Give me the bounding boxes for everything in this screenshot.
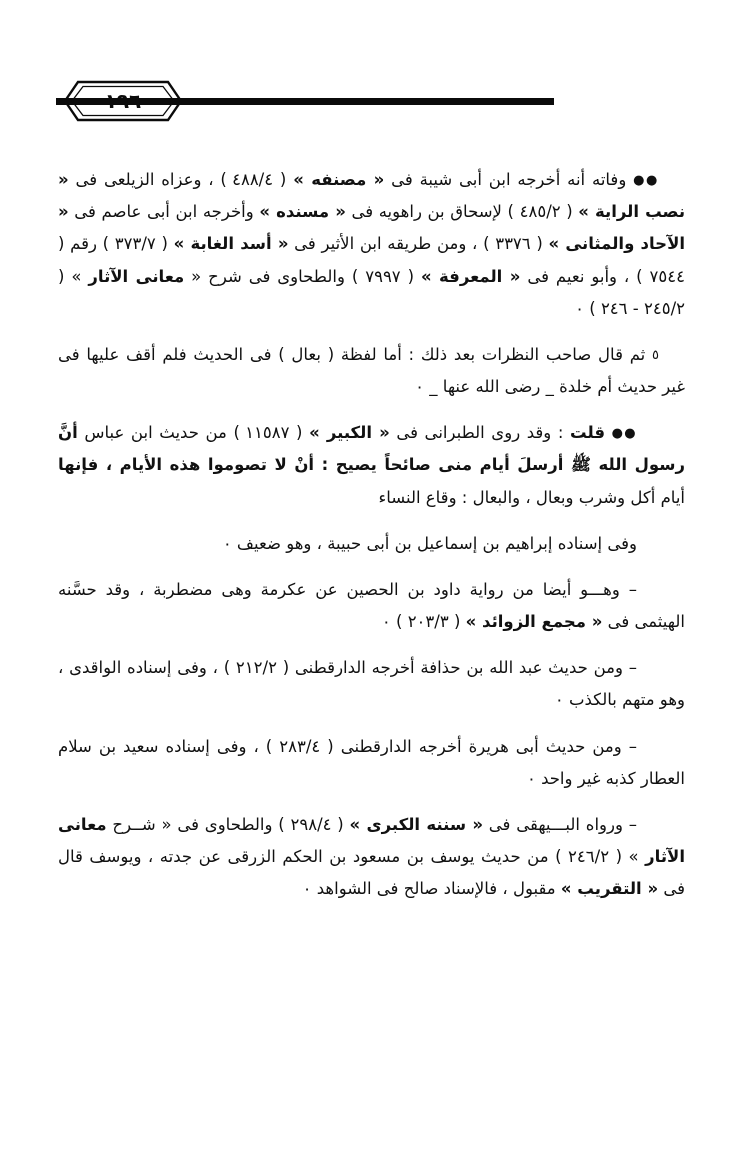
paragraph-2-text: ثم قال صاحب النظرات بعد ذلك : أما لفظة ( بعال ) فى الحديث فلم أقف عليها فى غير حديث أم خلدة _ رضى الله عنها _ ٠ — [58, 344, 685, 397]
page-header — [56, 78, 689, 138]
page-number-badge — [64, 78, 182, 124]
paragraph-5-marker: – — [628, 579, 637, 599]
paragraph-7-text: ومن حديث أبى هريرة أخرجه الدارقطنى ( ٢٨٣/٤ ) ، وفى إسناده سعيد بن سلام العطار كذبه غير واحد ٠ — [58, 736, 685, 788]
paragraph-4 — [58, 528, 685, 560]
paragraph-3 — [58, 417, 685, 514]
paragraph-1-marker: ●● — [633, 172, 659, 188]
document-page — [0, 78, 745, 1166]
paragraph-5-text: وهـــو أيضا من رواية داود بن الحصين عن عكرمة وهى مضطربة ، وقد حسَّنه الهيثمى فى « مجمع الزوائد » ( ٢٠٣/٣ ) ٠ — [58, 579, 685, 632]
page-number: ١٩٦ — [104, 89, 142, 113]
paragraph-2-marker: ٥ — [652, 347, 659, 363]
paragraph-5 — [58, 574, 685, 638]
page-body — [58, 164, 685, 905]
paragraph-3-marker: ●● — [611, 426, 637, 442]
paragraph-6-text: ومن حديث عبد الله بن حذافة أخرجه الدارقطنى ( ٢١٢/٢ ) ، وفى إسناده الواقدى ، وهو متهم بالكذب ٠ — [58, 658, 685, 710]
paragraph-2 — [58, 339, 685, 403]
paragraph-3-text: قلت : وقد روى الطبرانى فى « الكبير » ( ١١٥٨٧ ) من حديث ابن عباس أنَّ رسول الله ﷺ أرسلَ أيام منى صائحاً يصيح : أنْ لا تصوموا هذه الأيام ، فإنها أيام أكل وشرب وبعال ، والبعال : وقاع النساء — [58, 423, 685, 507]
paragraph-7-marker: – — [628, 736, 638, 756]
paragraph-6 — [58, 652, 685, 716]
paragraph-4-text: وفى إسناده إبراهيم بن إسماعيل بن أبى حبيبة ، وهو ضعيف ٠ — [222, 533, 637, 553]
paragraph-1-text: وفاته أنه أخرجه ابن أبى شيبة فى « مصنفه » ( ٤٨٨/٤ ) ، وعزاه الزيلعى فى « نصب الراية » ( ٤٨٥/٢ ) لإسحاق بن راهويه فى « مسنده » وأخرجه ابن أبى عاصم فى « الآحاد والمثانى » ( ٣٣٧٦ ) ، ومن طريقه ابن الأثير فى « أسد الغابة » ( ٣٧٣/٧ ) رقم ( ٧٥٤٤ ) ، وأبو نعيم فى « المعرفة » ( ٧٩٩٧ ) والطحاوى فى شرح « معانى الآثار » ( ٢٤٥/٢ - ٢٤٦ ) ٠ — [58, 170, 686, 318]
paragraph-8-text: ورواه البـــيهقى فى « سننه الكبرى » ( ٢٩٨/٤ ) والطحاوى فى « شــرح معانى الآثار » ( ٢٤٦/٢ ) من حديث يوسف بن مسعود بن الحكم الزرقى عن جدته ، ويوسف قال فى « التقريب » مقبول ، فالإسناد صالح فى الشواهد ٠ — [58, 814, 685, 899]
paragraph-1 — [58, 164, 685, 325]
paragraph-7 — [58, 731, 685, 795]
paragraph-8-marker: – — [628, 814, 637, 834]
paragraph-6-marker: – — [628, 658, 638, 678]
paragraph-8 — [58, 809, 685, 906]
